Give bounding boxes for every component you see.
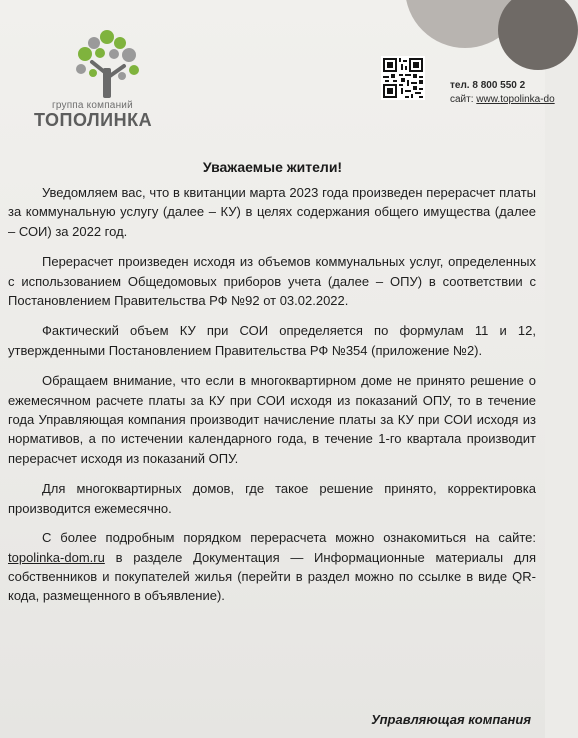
- paragraph-5: Для многоквартирных домов, где такое решение принято, корректировка производится ежемесячно.: [8, 481, 536, 516]
- letter-body: [8, 183, 536, 617]
- letter-heading: Уважаемые жители!: [202, 159, 343, 175]
- site-link[interactable]: www.topolinka-do: [476, 94, 555, 105]
- paragraph-6: [8, 528, 536, 606]
- paragraph-2: Перерасчет произведен исходя из объемов коммунальных услуг, определенных с использованием Общедомовых приборов учета (далее – ОПУ) в соответствии с Постановлением Правительства РФ №92 от 03.02.2022.: [8, 254, 536, 309]
- phone-number: тел. 8 800 550 2: [450, 80, 526, 91]
- paragraph-3: Фактический объем КУ при СОИ определяется по формулам 11 и 12, утвержденными Постановлением Правительства РФ №354 (приложение №2).: [8, 323, 536, 358]
- site-label: сайт:: [450, 94, 474, 105]
- logo-name: ТОПОЛИНКА: [34, 110, 153, 130]
- paragraph-4: Обращаем внимание, что если в многоквартирном доме не принято решение о ежемесячном расчете платы за КУ при СОИ исходя из показаний ОПУ, то в течение года Управляющая компания производит начисление платы за КУ при СОИ исходя из нормативов, а по истечении календарного года, в течение 1-го квартала производит перерасчет исходя из показаний ОПУ.: [8, 373, 536, 466]
- contact-block: [450, 80, 555, 105]
- logo-subtitle: группа компаний: [52, 100, 133, 111]
- decorative-circle: [498, 0, 578, 70]
- tree-logo-icon: [72, 28, 142, 100]
- paragraph-1: Уведомляем вас, что в квитанции марта 2023 года произведен перерасчет платы за коммунальную услугу (далее – КУ) в целях содержания общего имущества (далее – СОИ) за 2022 год.: [8, 185, 536, 239]
- website-link[interactable]: topolinka-dom.ru: [8, 549, 105, 565]
- paragraph-6-rest: в разделе Документация — Информационные материалы для собственников и покупателей жилья (перейти в раздел можно по ссылке в виде QR-кода, размещенного в объявление).: [8, 549, 536, 604]
- paragraph-6-lead: С более подробным порядком перерасчета можно ознакомиться на сайте:: [42, 530, 536, 546]
- qr-code-icon[interactable]: [381, 56, 425, 100]
- signature: Управляющая компания: [371, 712, 531, 727]
